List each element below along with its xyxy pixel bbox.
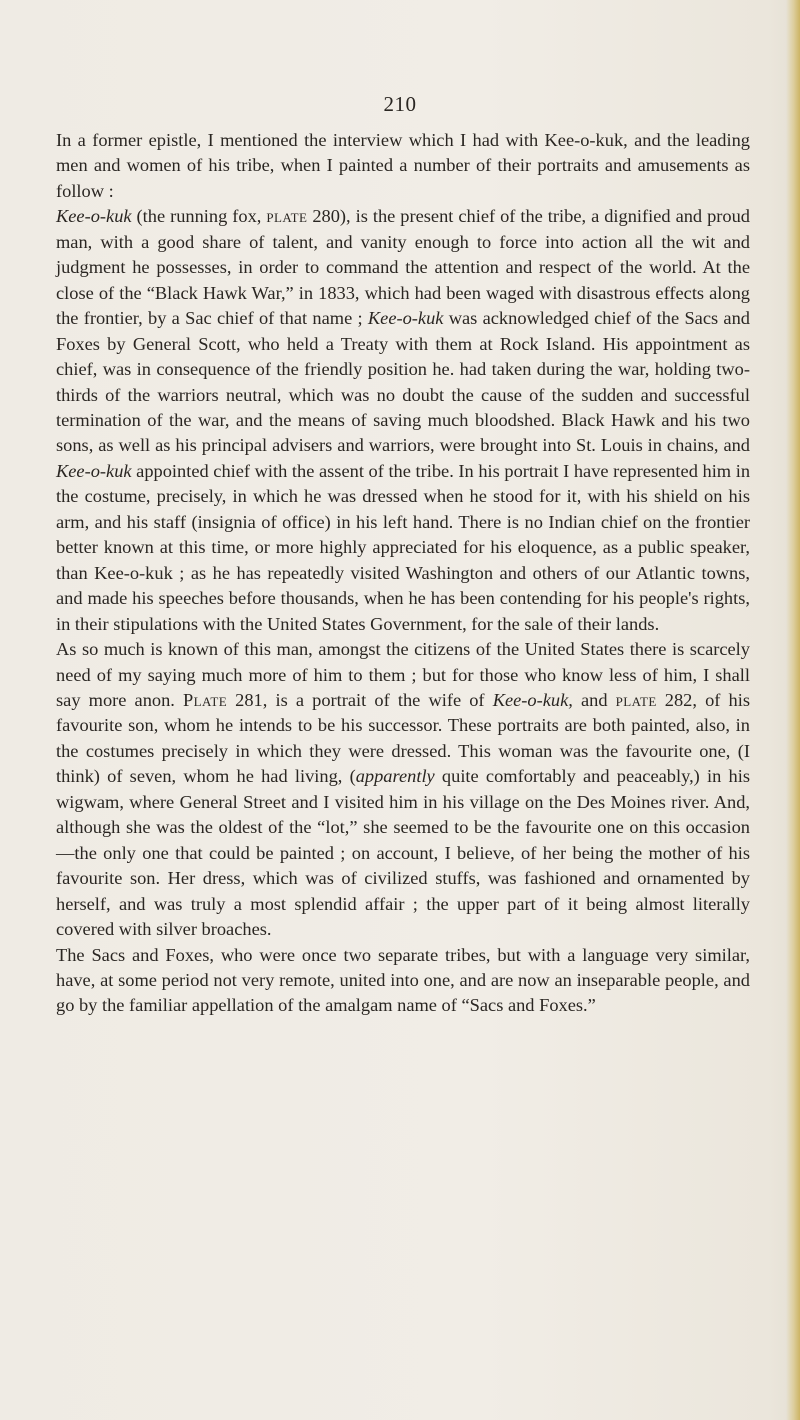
paragraph-text: (the running fox, bbox=[131, 206, 267, 227]
paragraph-text: 280), is the present chief of the tribe, a dignified and proud man, with a good share of talent, and vanity enough to force into action all the wit and judgment he possesses, in order to command the attention and respect of the world. At the close of the “Black Hawk War,” in 1833, which had been waged with disastrous effects along the frontier, by a Sac chief of that name ; bbox=[56, 206, 750, 329]
italic-text: Kee-o-kuk bbox=[56, 460, 132, 481]
paragraph bbox=[56, 128, 750, 204]
page-number: 210 bbox=[383, 92, 417, 116]
paragraph bbox=[56, 637, 750, 942]
paragraph-text: The Sacs and Foxes, who were once two separate tribes, but with a language very similar, have, at some period not very remote, united into one, and are now an inseparable people, and go by the familiar appellation of the amalgam name of “Sacs and Foxes.” bbox=[56, 944, 750, 1016]
italic-text: apparently bbox=[355, 766, 435, 787]
paragraph bbox=[56, 204, 750, 637]
paragraph-text: 282, of his favourite son, whom he intends to be his successor. These portraits are both painted, also, in the costumes precisely in which they were dressed. This woman was the favourite one, (I think) of seven, whom he had living, ( bbox=[56, 689, 750, 787]
paragraph-text: quite comfortably and peaceably,) in his wigwam, where General Street and I visited him in his village on the Des Moines river. And, although she was the oldest of the “lot,” she seemed to be the favourite one on this occasion—the only one that could be painted ; on account, I believe, of her being the mother of his favourite son. Her dress, which was of civilized stuffs, was fashioned and ornamented by herself, and was truly a most splendid affair ; the upper part of it being almost literally covered with silver broaches. bbox=[56, 766, 750, 940]
small-caps-text: plate bbox=[615, 689, 657, 710]
paragraph-text: 281, is a portrait of the wife of bbox=[227, 689, 493, 710]
page-edge-tint bbox=[786, 0, 800, 1420]
small-caps-text: Plate bbox=[183, 689, 228, 710]
paragraph-text: was acknowledged chief of the Sacs and Foxes by General Scott, who held a Treaty with them at Rock Island. His appointment as chief, was in consequence of the friendly position he. had taken during the war, holding two-thirds of the warriors neutral, which was no doubt the cause of the sudden and successful termination of the war, and the means of saving much bloodshed. Black Hawk and his two sons, as well as his principal advisers and warriors, were brought into St. Louis in chains, and bbox=[56, 308, 750, 456]
paragraph-text: appointed chief with the assent of the tribe. In his portrait I have represented him in the costume, precisely, in which he was dressed when he stood for it, with his shield on his arm, and his staff (insignia of office) in his left hand. There is no Indian chief on the frontier better known at this time, or more highly appreciated for his eloquence, as a public speaker, than Kee-o-kuk ; as he has repeatedly visited Washington and others of our Atlantic towns, and made his speeches before thousands, when he has been contending for his people's rights, in their stipulations with the United States Government, for the sale of their lands. bbox=[56, 460, 751, 634]
italic-text: Kee-o-kuk, bbox=[492, 689, 573, 710]
body-text bbox=[56, 128, 750, 1019]
paragraph-text: and bbox=[572, 689, 616, 710]
small-caps-text: plate bbox=[266, 206, 308, 227]
italic-text: Kee-o-kuk bbox=[367, 308, 444, 329]
paragraph bbox=[56, 943, 750, 1019]
italic-text: Kee-o-kuk bbox=[56, 206, 132, 227]
paragraph-text: In a former epistle, I mentioned the interview which I had with Kee-o-kuk, and the leading men and women of his tribe, when I painted a number of their portraits and amusements as follow : bbox=[56, 130, 750, 201]
paragraph-text: As so much is known of this man, amongst the citizens of the United States there is scarcely need of my saying much more of him to them ; but for those who know less of him, I shall say more anon. bbox=[56, 639, 750, 710]
